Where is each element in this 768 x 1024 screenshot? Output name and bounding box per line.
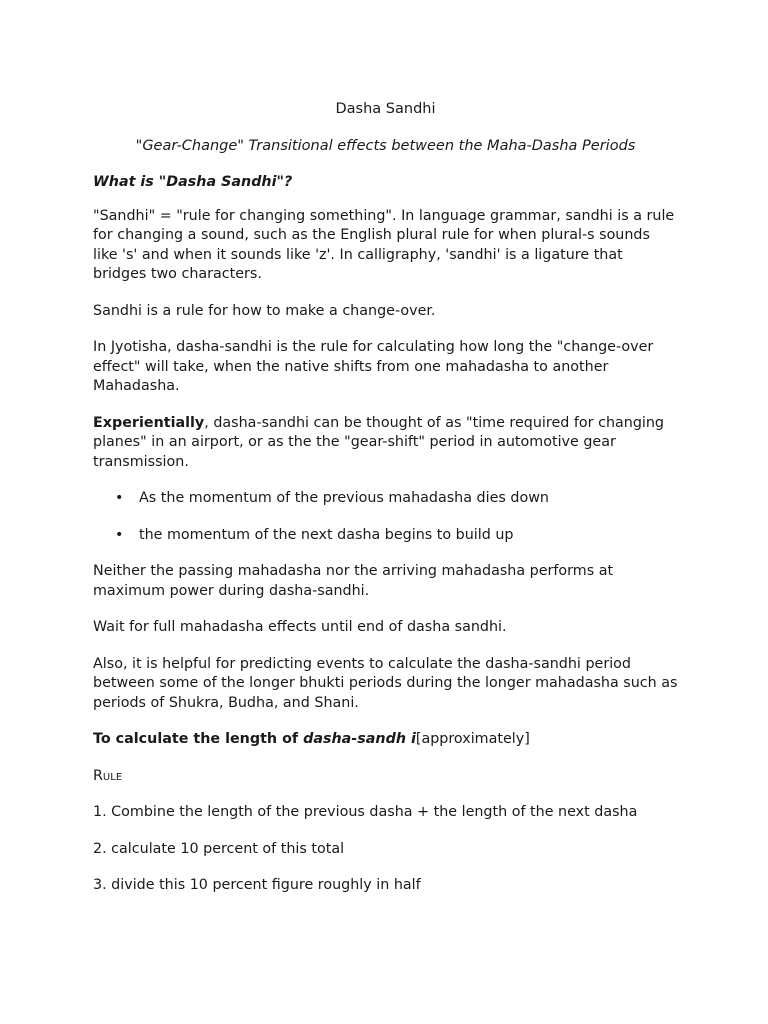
calc-heading-part3: [approximately]	[415, 731, 530, 747]
paragraph-sandhi-definition: "Sandhi" = "rule for changing something". In language grammar, sandhi is a rule for changing a sound, such as the English plural rule for when plural-s sounds like 's' and when it sounds like 'z'. In calligraphy, 'sandhi' is a ligature that bridges two characters.	[93, 207, 675, 282]
paragraph-wait: Wait for full mahadasha effects until end of dasha sandhi.	[93, 619, 507, 635]
document-title: Dasha Sandhi	[335, 101, 436, 117]
section-heading-what-is-dasha-sandhi: What is "Dasha Sandhi"?	[93, 174, 293, 190]
document-page	[93, 100, 678, 913]
calc-heading-part2: dasha-sandh i	[303, 731, 416, 747]
section-heading-calculate-length	[93, 730, 678, 750]
paragraph-also: Also, it is helpful for predicting events to calculate the dasha-sandhi period between some of the longer bhukti periods during the longer mahadasha such as periods of Shukra, Budha, and Shani.	[93, 655, 678, 711]
calc-heading-part1: To calculate the length of	[93, 731, 304, 747]
rule-label: Rule	[93, 767, 123, 784]
paragraph-experientially	[93, 414, 678, 473]
bullet-item: • As the momentum of the previous mahadasha dies down	[93, 489, 678, 509]
experientially-rest-text: , dasha-sandhi can be thought of as "time required for changing planes" in an airport, or as the the "gear-shift" period in automotive gear transmission.	[93, 414, 665, 470]
step-item: 3. divide this 10 percent figure roughly in half	[93, 877, 421, 893]
step-item: 2. calculate 10 percent of this total	[93, 840, 345, 857]
paragraph-jyotisha: In Jyotisha, dasha-sandhi is the rule for calculating how long the "change-over effect" will take, when the native shifts from one mahadasha to another Mahadasha.	[93, 339, 654, 394]
paragraph-rule-changeover: Sandhi is a rule for how to make a change-over.	[93, 302, 436, 319]
bullet-item: • the momentum of the next dasha begins to build up	[93, 526, 678, 546]
step-item: 1. Combine the length of the previous dasha + the length of the next dasha	[93, 804, 638, 820]
momentum-bullet-list	[93, 489, 678, 545]
document-subtitle: "Gear-Change" Transitional effects between the Maha-Dasha Periods	[135, 137, 636, 154]
experientially-bold-text: Experientially	[93, 414, 205, 431]
paragraph-neither: Neither the passing mahadasha nor the arriving mahadasha performs at maximum power during dasha-sandhi.	[93, 563, 614, 599]
